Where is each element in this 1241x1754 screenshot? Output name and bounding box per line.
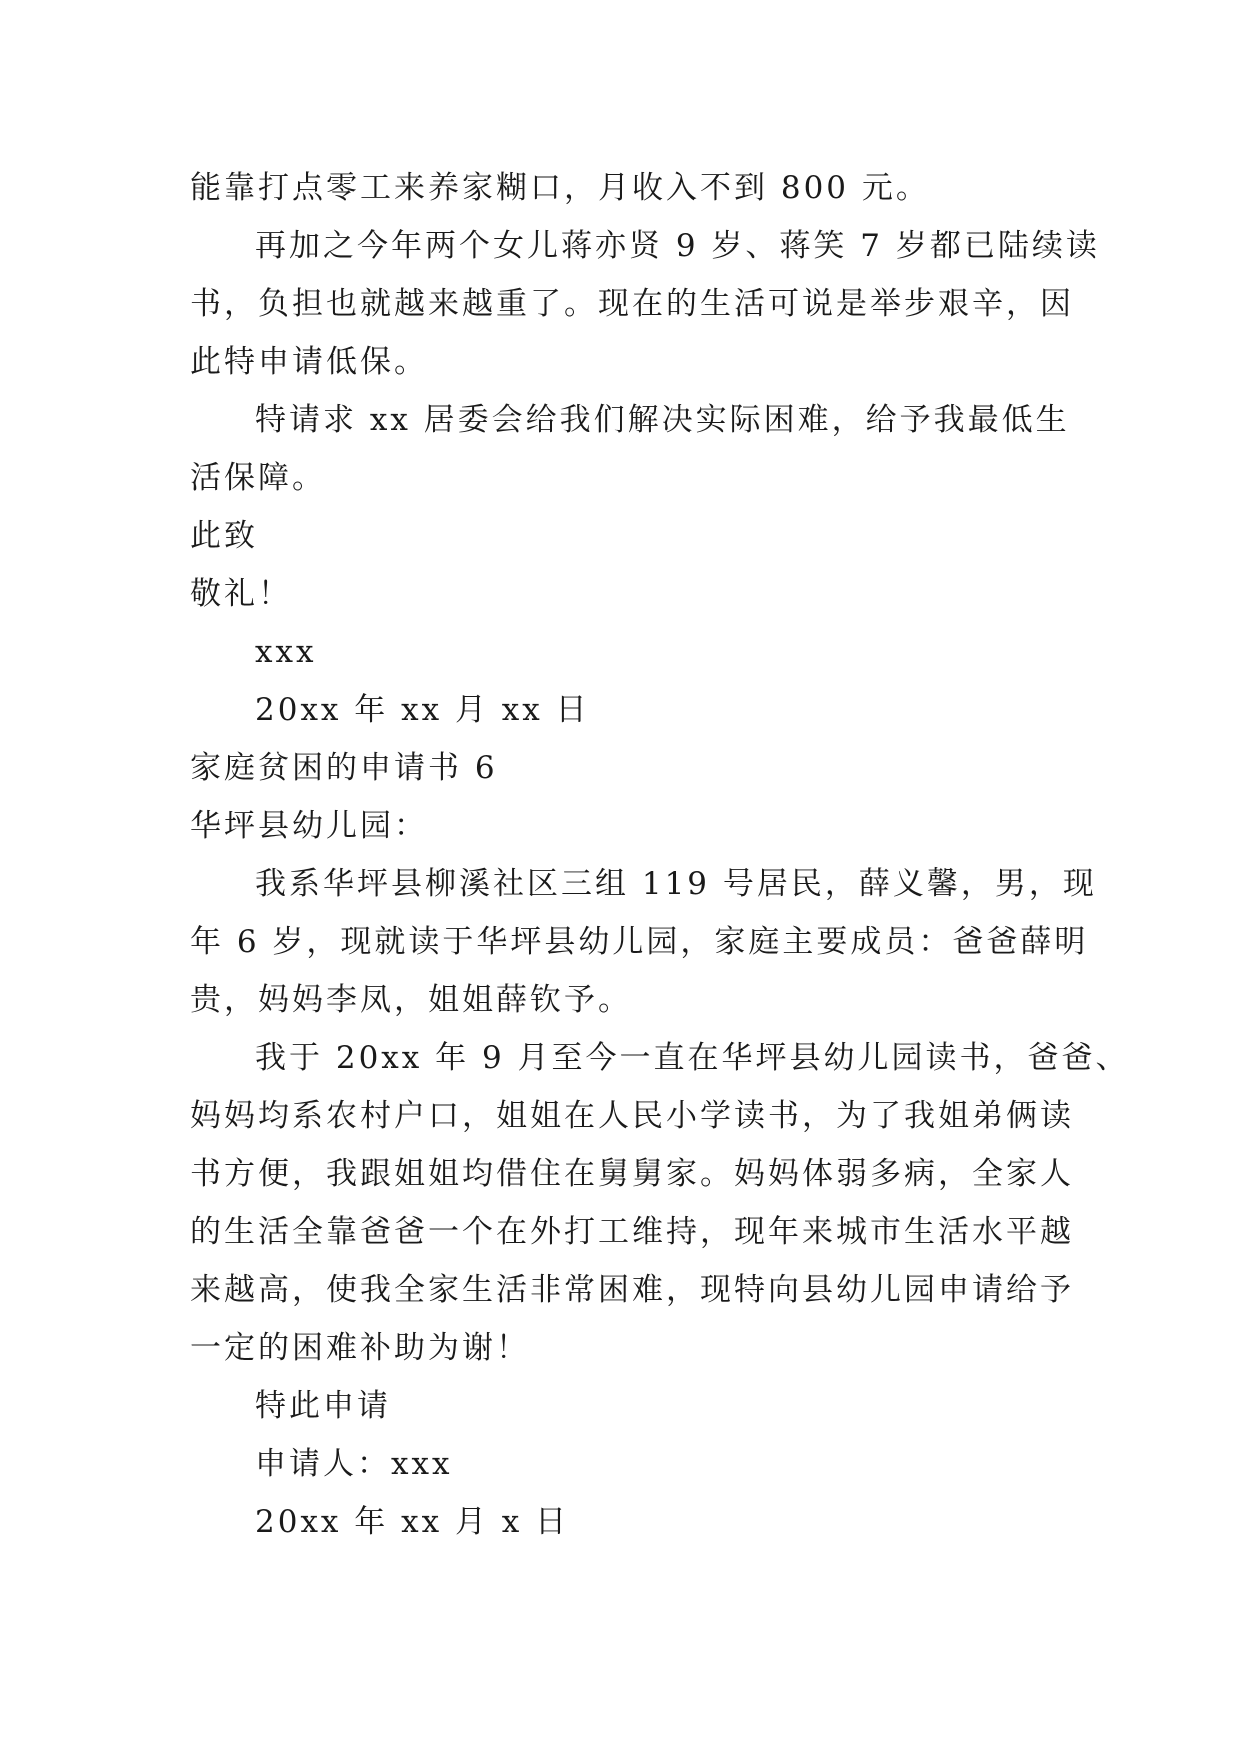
paragraph-first-line: 我于 20xx 年 9 月至今一直在华坪县幼儿园读书，爸爸、 <box>255 1040 1130 1076</box>
closing-request: 特此申请 <box>255 1388 391 1424</box>
paragraph-first-line: 我系华坪县柳溪社区三组 119 号居民，薛义馨，男，现 <box>255 866 1097 902</box>
paragraph-first-line: 特请求 xx 居委会给我们解决实际困难，给予我最低生 <box>255 402 1070 438</box>
paragraph-first-line: 再加之今年两个女儿蒋亦贤 9 岁、蒋笑 7 岁都已陆续读 <box>255 228 1100 264</box>
signature-date: 20xx 年 xx 月 xx 日 <box>255 692 590 728</box>
body-text-line: 此特申请低保。 <box>190 344 428 380</box>
body-text-line: 书，负担也就越来越重了。现在的生活可说是举步艰辛，因 <box>190 286 1074 322</box>
body-text-line: 的生活全靠爸爸一个在外打工维持，现年来城市生活水平越 <box>190 1214 1074 1250</box>
body-text-line: 能靠打点零工来养家糊口，月收入不到 800 元。 <box>190 170 930 206</box>
body-text-line: 书方便，我跟姐姐均借住在舅舅家。妈妈体弱多病，全家人 <box>190 1156 1074 1192</box>
body-text-line: 活保障。 <box>190 460 326 496</box>
signature-date: 20xx 年 xx 月 x 日 <box>255 1504 570 1540</box>
body-text-line: 来越高，使我全家生活非常困难，现特向县幼儿园申请给予 <box>190 1272 1074 1308</box>
signature-name: xxx <box>255 634 317 670</box>
section-title: 家庭贫困的申请书 6 <box>190 750 498 786</box>
closing-respect: 敬礼！ <box>190 576 292 612</box>
body-text-line: 一定的困难补助为谢！ <box>190 1330 530 1366</box>
body-text-line: 妈妈均系农村户口，姐姐在人民小学读书，为了我姐弟俩读 <box>190 1098 1074 1134</box>
body-text-line: 年 6 岁，现就读于华坪县幼儿园，家庭主要成员：爸爸薛明 <box>190 924 1089 960</box>
body-text-line: 贵，妈妈李凤，姐姐薛钦予。 <box>190 982 632 1018</box>
addressee: 华坪县幼儿园： <box>190 808 428 844</box>
applicant-line: 申请人：xxx <box>255 1446 453 1482</box>
closing-salutation: 此致 <box>190 518 258 554</box>
